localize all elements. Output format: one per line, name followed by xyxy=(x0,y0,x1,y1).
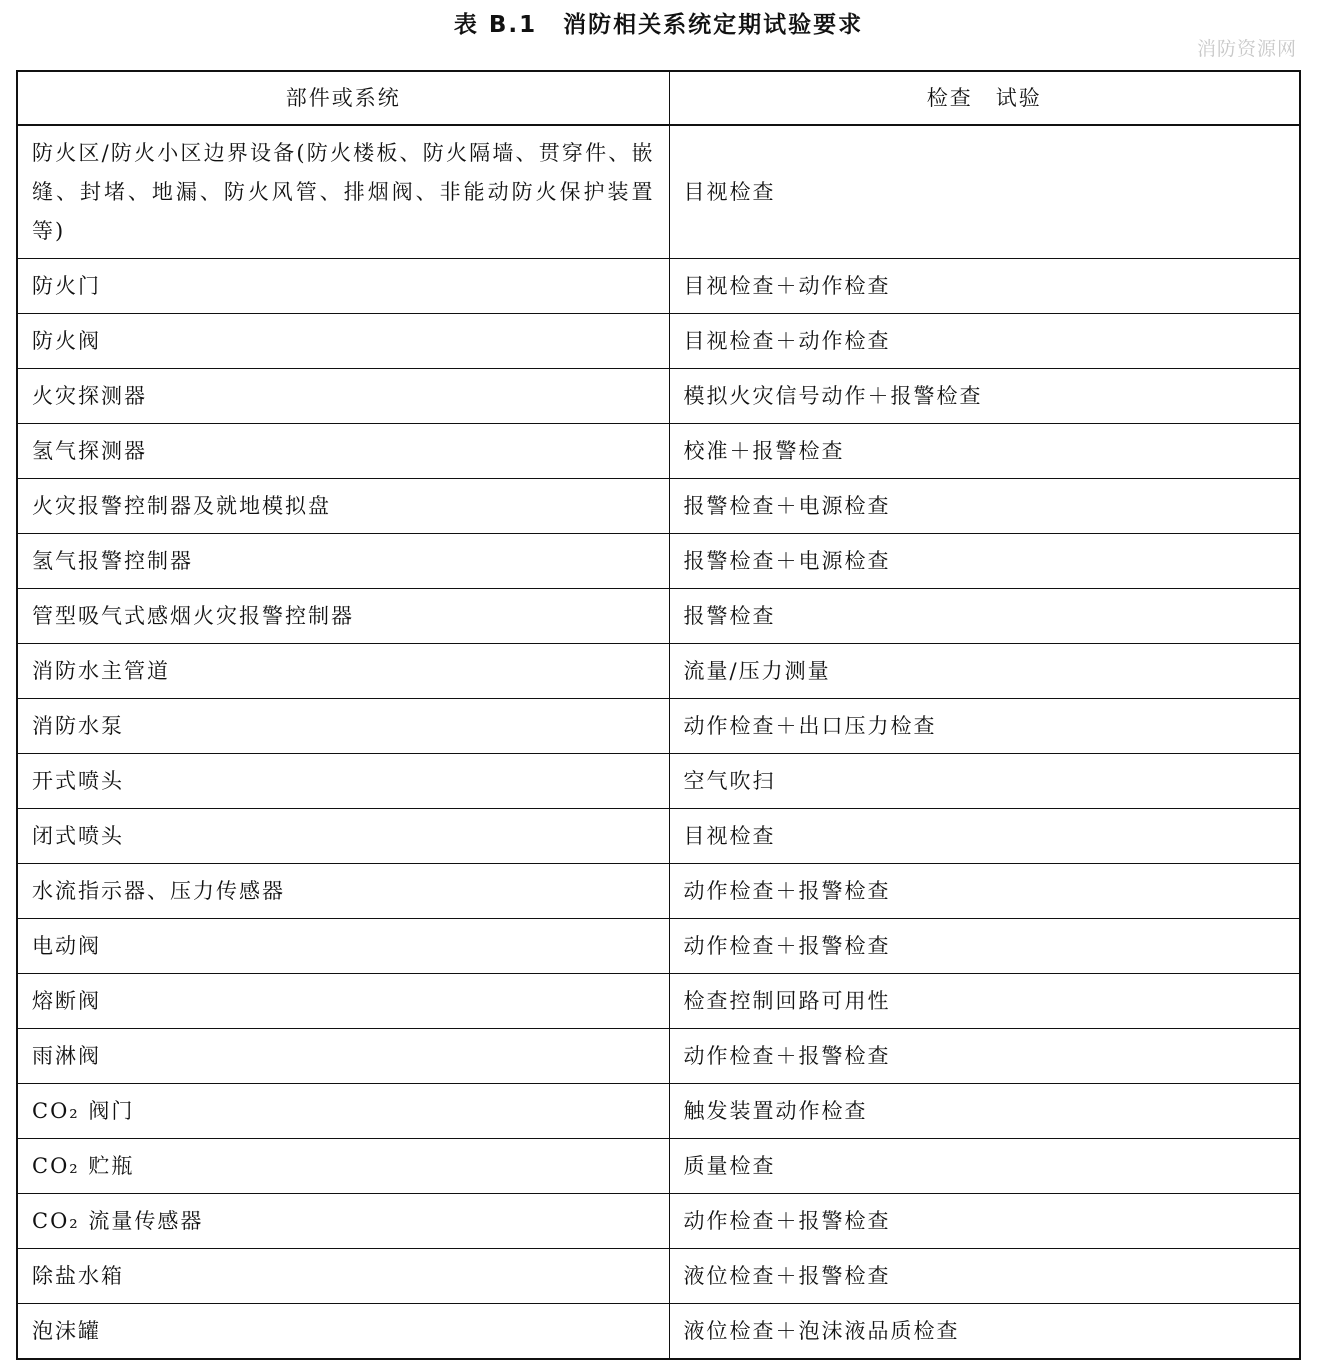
component-cell: 管型吸气式感烟火灾报警控制器 xyxy=(17,589,669,644)
table-row xyxy=(17,1029,1300,1084)
test-cell: 动作检查＋报警检查 xyxy=(669,1194,1300,1249)
test-cell: 动作检查＋报警检查 xyxy=(669,864,1300,919)
table-row xyxy=(17,589,1300,644)
test-cell: 目视检查 xyxy=(669,809,1300,864)
test-cell: 报警检查＋电源检查 xyxy=(669,534,1300,589)
component-cell: 闭式喷头 xyxy=(17,809,669,864)
table-row xyxy=(17,699,1300,754)
table-row xyxy=(17,919,1300,974)
table-row xyxy=(17,479,1300,534)
test-cell: 流量/压力测量 xyxy=(669,644,1300,699)
test-cell: 动作检查＋出口压力检查 xyxy=(669,699,1300,754)
table-row xyxy=(17,809,1300,864)
table-row xyxy=(17,754,1300,809)
table-row xyxy=(17,314,1300,369)
component-cell: CO₂ 贮瓶 xyxy=(17,1139,669,1194)
test-cell: 模拟火灾信号动作＋报警检查 xyxy=(669,369,1300,424)
test-cell: 触发装置动作检查 xyxy=(669,1084,1300,1139)
table-row xyxy=(17,1084,1300,1139)
test-cell: 动作检查＋报警检查 xyxy=(669,919,1300,974)
table-row xyxy=(17,1139,1300,1194)
test-cell: 目视检查＋动作检查 xyxy=(669,259,1300,314)
table-row xyxy=(17,125,1300,259)
component-cell: 防火门 xyxy=(17,259,669,314)
test-cell: 校准＋报警检查 xyxy=(669,424,1300,479)
table-caption: 消防相关系统定期试验要求 xyxy=(563,12,864,38)
component-cell: 电动阀 xyxy=(17,919,669,974)
table-number: 表 B.1 xyxy=(453,12,538,38)
component-cell: 火灾报警控制器及就地模拟盘 xyxy=(17,479,669,534)
component-cell: 除盐水箱 xyxy=(17,1249,669,1304)
test-cell: 空气吹扫 xyxy=(669,754,1300,809)
table-row xyxy=(17,369,1300,424)
test-cell: 报警检查＋电源检查 xyxy=(669,479,1300,534)
component-cell: 氢气探测器 xyxy=(17,424,669,479)
component-cell: 泡沫罐 xyxy=(17,1304,669,1360)
component-cell: CO₂ 流量传感器 xyxy=(17,1194,669,1249)
table-row xyxy=(17,1194,1300,1249)
test-cell: 动作检查＋报警检查 xyxy=(669,1029,1300,1084)
table-row xyxy=(17,259,1300,314)
component-cell: 消防水泵 xyxy=(17,699,669,754)
component-cell: 消防水主管道 xyxy=(17,644,669,699)
component-cell: 雨淋阀 xyxy=(17,1029,669,1084)
test-cell: 检查控制回路可用性 xyxy=(669,974,1300,1029)
component-cell: 熔断阀 xyxy=(17,974,669,1029)
table-row xyxy=(17,644,1300,699)
column-header-component: 部件或系统 xyxy=(17,71,669,125)
header-row xyxy=(17,71,1300,125)
component-cell: 防火阀 xyxy=(17,314,669,369)
watermark: 消防资源网 xyxy=(1196,38,1297,60)
test-cell: 目视检查＋动作检查 xyxy=(669,314,1300,369)
component-cell: 开式喷头 xyxy=(17,754,669,809)
test-cell: 液位检查＋泡沫液品质检查 xyxy=(669,1304,1300,1360)
table-row xyxy=(17,864,1300,919)
test-cell: 报警检查 xyxy=(669,589,1300,644)
table-body xyxy=(17,125,1300,1359)
component-cell: 火灾探测器 xyxy=(17,369,669,424)
test-cell: 质量检查 xyxy=(669,1139,1300,1194)
table-row xyxy=(17,974,1300,1029)
table-row xyxy=(17,424,1300,479)
column-header-test: 检查 试验 xyxy=(669,71,1300,125)
table-row xyxy=(17,534,1300,589)
periodic-test-table xyxy=(16,70,1301,1360)
component-cell: 水流指示器、压力传感器 xyxy=(17,864,669,919)
component-cell: CO₂ 阀门 xyxy=(17,1084,669,1139)
test-cell: 目视检查 xyxy=(669,125,1300,259)
component-cell: 防火区/防火小区边界设备(防火楼板、防火隔墙、贯穿件、嵌缝、封堵、地漏、防火风管、排烟阀、非能动防火保护装置等) xyxy=(17,125,669,259)
test-cell: 液位检查＋报警检查 xyxy=(669,1249,1300,1304)
table-row xyxy=(17,1249,1300,1304)
table-title xyxy=(0,6,1317,39)
component-cell: 氢气报警控制器 xyxy=(17,534,669,589)
table-row xyxy=(17,1304,1300,1360)
